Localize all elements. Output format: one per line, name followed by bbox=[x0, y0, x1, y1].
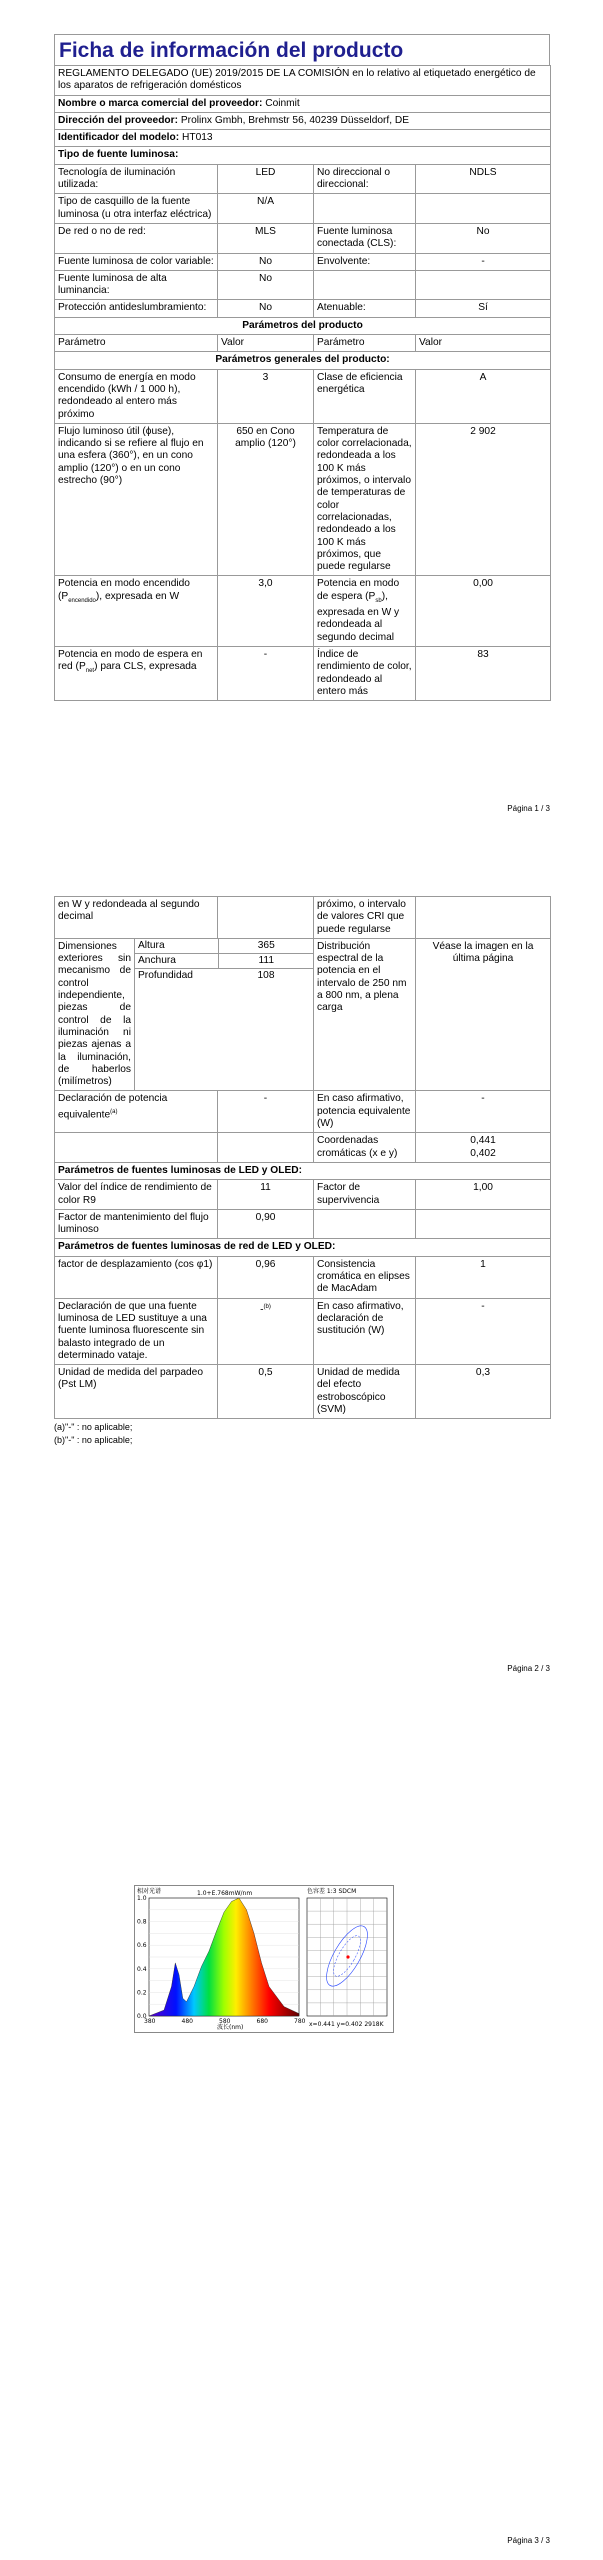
table-row: Flujo luminoso útil (ϕuse), indicando si se refiere al flujo en una esfera (360°), en un cono amplio (120°) o en un cono estrecho (90°) 650 en Cono amplio (120°) Temperatura de color correlacionada, redondeada a los 100 K más próximos, o intervalo de temperaturas de color correlacionadas, redondeado a los 100 K más próximos, que puede regularse 2 902 bbox=[55, 423, 551, 576]
document-title: Ficha de información del producto bbox=[54, 34, 550, 65]
table-row: Valor del índice de rendimiento de color R9 11 Factor de supervivencia 1,00 bbox=[55, 1180, 551, 1210]
page-1 bbox=[0, 0, 603, 830]
x-tick-label: 780 bbox=[294, 2018, 306, 2025]
table-row: Potencia en modo de espera en red $(P_{net})$ para CLS, expresada - Índice de rendimiento de color, redondeado al entero más 83 bbox=[55, 646, 551, 700]
x-tick-label: 680 bbox=[256, 2018, 268, 2025]
spectrum-title: 1.0+E.768mW/nm bbox=[197, 1890, 253, 1897]
general-params-header: Parámetros generales del producto: bbox=[55, 352, 551, 369]
dimension-row: Anchura 111 bbox=[135, 954, 314, 969]
y-tick-label: 0.8 bbox=[137, 1918, 147, 1926]
cie-title: 色容差 1:3 SDCM bbox=[307, 1888, 357, 1895]
page-number: Página 3 / 3 bbox=[507, 2536, 550, 2545]
table-row: De red o no de red: MLS Fuente luminosa conectada (CLS): No bbox=[55, 223, 551, 253]
supplier-address-row: Dirección del proveedor: Prolinx Gmbh, Brehmstr 56, 40239 Düsseldorf, DE bbox=[55, 112, 551, 129]
footnote-b: (b)"-" : no aplicable; bbox=[54, 1435, 133, 1446]
column-headers: Parámetro Valor Parámetro Valor bbox=[55, 335, 551, 352]
led-oled-header: Parámetros de fuentes luminosas de LED y OLED: bbox=[55, 1162, 551, 1179]
dimension-row: Altura 365 bbox=[135, 939, 314, 954]
table-row: Factor de mantenimiento del flujo luminoso 0,90 bbox=[55, 1209, 551, 1239]
dimensions-table bbox=[135, 939, 314, 984]
y-tick-label: 0.4 bbox=[137, 1965, 147, 1973]
spectrum-xlabel: 波长(nm) bbox=[217, 2024, 244, 2031]
mains-led-header: Parámetros de fuentes luminosas de red de LED y OLED: bbox=[55, 1239, 551, 1256]
cie-footer: x=0.441 y=0.402 2918K bbox=[309, 2021, 384, 2028]
spectral-distribution-chart bbox=[135, 1886, 393, 2032]
y-tick-label: 0.0 bbox=[137, 2013, 147, 2020]
table-row: en W y redondeada al segundo decimal próximo, o intervalo de valores CRI que puede regularse bbox=[55, 897, 551, 939]
footnote-a: (a)"-" : no aplicable; bbox=[54, 1422, 133, 1433]
page-number: Página 2 / 3 bbox=[507, 1664, 550, 1673]
chromaticity-point bbox=[346, 1955, 349, 1958]
product-params-header: Parámetros del producto bbox=[55, 317, 551, 334]
table-row: Unidad de medida del parpadeo (Pst LM) 0,5 Unidad de medida del efecto estroboscópico (SVM) 0,3 bbox=[55, 1365, 551, 1419]
table-row: Declaración de que una fuente luminosa de LED sustituye a una fuente luminosa fluorescente sin balasto integrado de un determinado vataje. -$^{(b)}$ En caso afirmativo, declaración de sustitución (W) - bbox=[55, 1298, 551, 1364]
table-row: Fuente luminosa de color variable: No Envolvente: - bbox=[55, 253, 551, 270]
spectral-image bbox=[134, 1885, 394, 2033]
table-row: Protección antideslumbramiento: No Atenuable: Sí bbox=[55, 300, 551, 317]
y-tick-label: 1.0 bbox=[137, 1895, 147, 1902]
table-row: Coordenadas cromáticas (x e y) 0,441 0,402 bbox=[55, 1133, 551, 1163]
table-row: Tipo de casquillo de la fuente luminosa (u otra interfaz eléctrica) N/A bbox=[55, 194, 551, 224]
x-tick-label: 380 bbox=[144, 2018, 156, 2025]
dimensions-row: Dimensiones exteriores sin mecanismo de control independiente, piezas de control de la iluminación ni piezas ajenas a la iluminación, de haberlos (milímetros) Altura 365 Anchura 111 Profundidad 108 Distribución espectral de la potencia en el intervalo de 250 nm a 800 nm, a plena carga Véase la imagen en la última página bbox=[55, 938, 551, 1091]
supplier-name-row: Nombre o marca comercial del proveedor: Coinmit bbox=[55, 95, 551, 112]
table-row: factor de desplazamiento (cos φ1) 0,96 Consistencia cromática en elipses de MacAdam 1 bbox=[55, 1256, 551, 1298]
footnotes bbox=[54, 1421, 550, 1447]
page-2 bbox=[0, 896, 603, 1686]
table-row: Declaración de potencia equivalente$^{(a)}$ - En caso afirmativo, potencia equivalente (W) - bbox=[55, 1091, 551, 1133]
product-info-table bbox=[54, 65, 551, 701]
spectrum-ylabel: 相对光谱 bbox=[137, 1888, 162, 1895]
x-tick-label: 580 bbox=[219, 2018, 231, 2025]
page-number: Página 1 / 3 bbox=[507, 804, 550, 813]
table-row: Potencia en modo encendido $(P_{encendido})$, expresada en W 3,0 Potencia en modo de espera $(P_{sb})$, expresada en W y redondeada al segundo decimal 0,00 bbox=[55, 576, 551, 647]
table-row: Fuente luminosa de alta luminancia: No bbox=[55, 270, 551, 300]
y-tick-label: 0.2 bbox=[137, 1989, 147, 1997]
y-tick-label: 0.6 bbox=[137, 1942, 147, 1950]
light-source-type-header: Tipo de fuente luminosa: bbox=[55, 147, 551, 164]
table-row: Tecnología de iluminación utilizada: LED No direccional o direccional: NDLS bbox=[55, 164, 551, 194]
regulation-text: REGLAMENTO DELEGADO (UE) 2019/2015 DE LA COMISIÓN en lo relativo al etiquetado energético de los aparatos de refrigeración domésticos bbox=[55, 66, 551, 96]
table-row: Consumo de energía en modo encendido (kWh / 1 000 h), redondeado al entero más próximo 3 Clase de eficiencia energética A bbox=[55, 369, 551, 423]
model-row: Identificador del modelo: HT013 bbox=[55, 130, 551, 147]
product-info-table-continued bbox=[54, 896, 551, 1419]
x-tick-label: 480 bbox=[181, 2018, 193, 2025]
dimension-row: Profundidad 108 bbox=[138, 970, 275, 982]
